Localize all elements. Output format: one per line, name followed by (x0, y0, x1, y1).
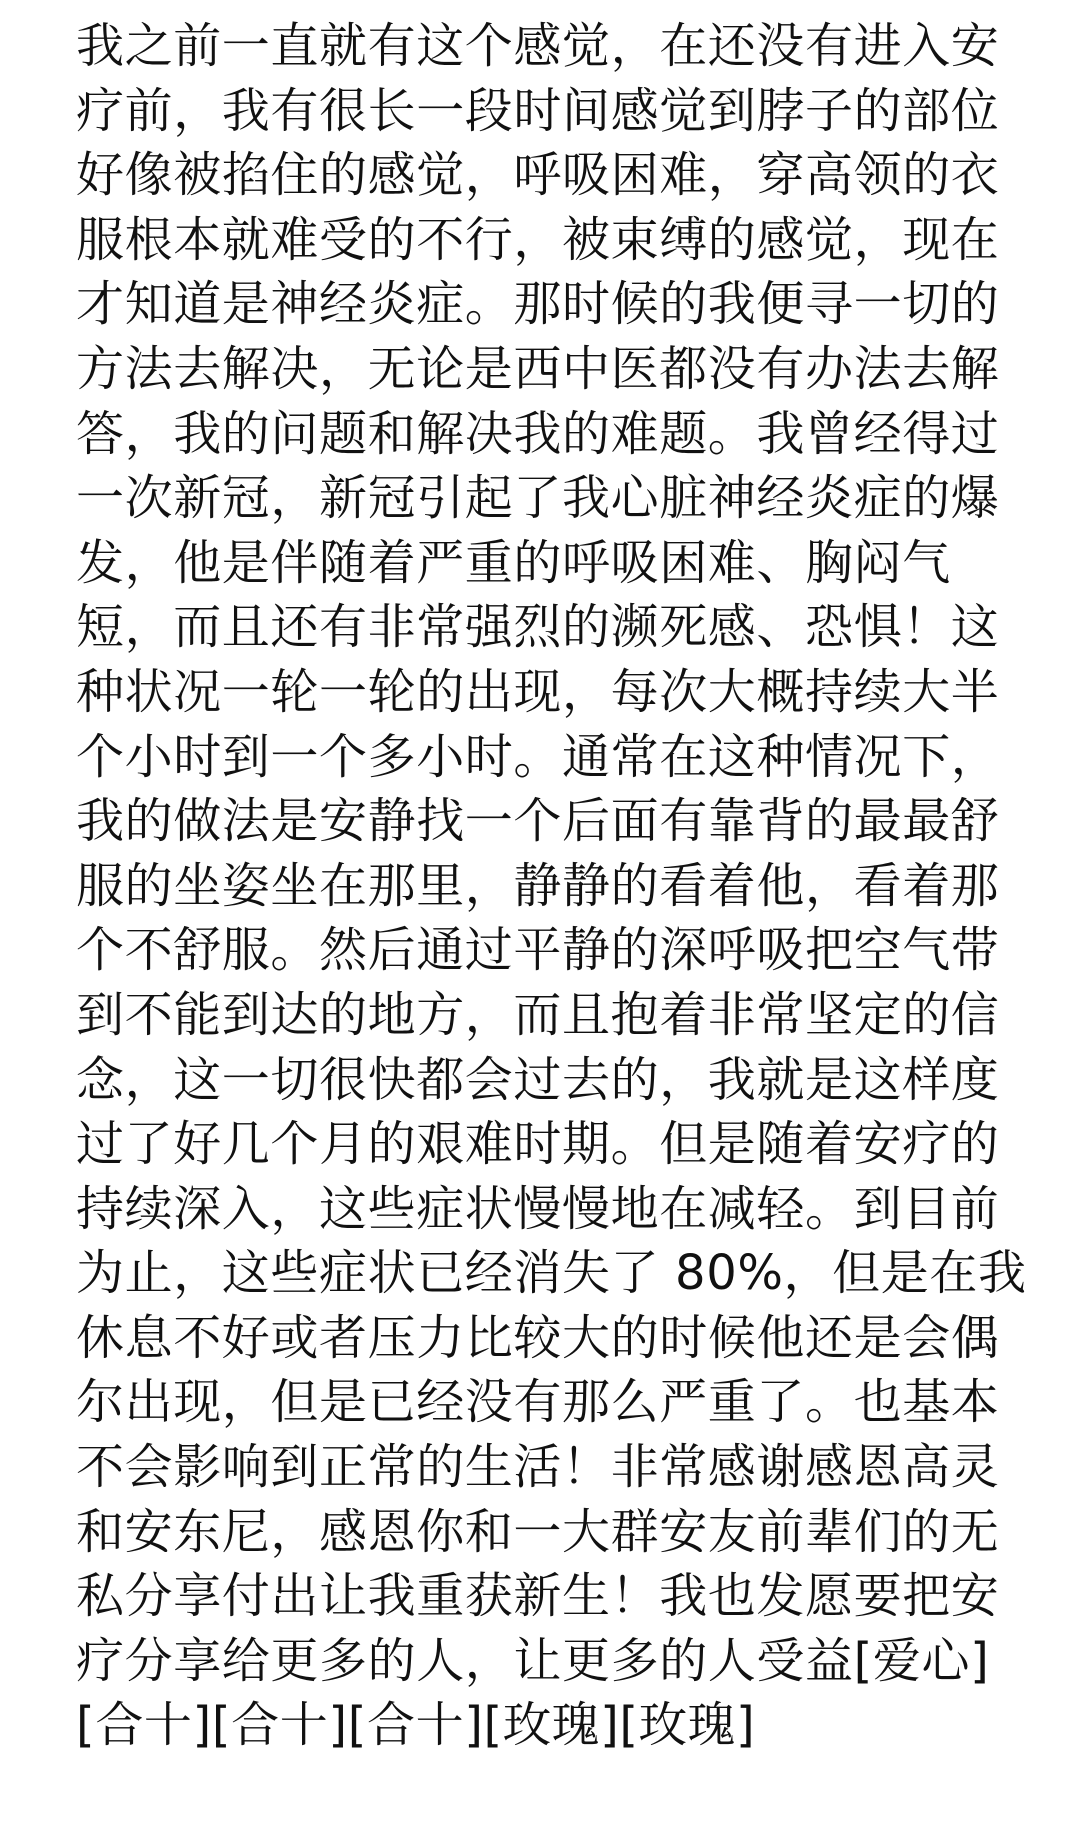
text-line: 到不能到达的地方，而且抱着非常坚定的信 (76, 986, 1000, 1043)
text-line: 我的做法是安静找一个后面有靠背的最最舒 (76, 793, 1000, 850)
text-line: 过了好几个月的艰难时期。但是随着安疗的 (76, 1116, 1000, 1173)
text-line: 我之前一直就有这个感觉，在还没有进入安 (76, 18, 1000, 74)
text-line: 尔出现，但是已经没有那么严重了。也基本 (76, 1374, 1000, 1431)
text-line: 服的坐姿坐在那里，静静的看着他，看着那 (76, 857, 1000, 914)
text-line: 个小时到一个多小时。通常在这种情况下， (76, 728, 1000, 785)
text-line: 短，而且还有非常强烈的濒死感、恐惧！这 (76, 599, 1000, 656)
text-line: 休息不好或者压力比较大的时候他还是会偶 (76, 1309, 1000, 1366)
text-line: 一次新冠，新冠引起了我心脏神经炎症的爆 (76, 470, 1000, 527)
text-line: 不会影响到正常的生活！非常感谢感恩高灵 (76, 1439, 1000, 1496)
text-line: 私分享付出让我重获新生！我也发愿要把安 (76, 1568, 1000, 1625)
post-body-text (76, 14, 1027, 1758)
text-line: 好像被掐住的感觉，呼吸困难，穿高领的衣 (76, 147, 1000, 204)
text-line: 和安东尼，感恩你和一大群安友前辈们的无 (76, 1503, 1000, 1560)
text-line: 才知道是神经炎症。那时候的我便寻一切的 (76, 276, 1000, 333)
text-line: 为止，这些症状已经消失了 80%，但是在我 (76, 1245, 1027, 1302)
text-line: 服根本就难受的不行，被束缚的感觉，现在 (76, 211, 1000, 268)
text-line: 答，我的问题和解决我的难题。我曾经得过 (76, 405, 1000, 462)
text-line: 念，这一切很快都会过去的，我就是这样度 (76, 1051, 1000, 1108)
text-line: 疗前，我有很长一段时间感觉到脖子的部位 (76, 82, 1000, 139)
text-line: 发，他是伴随着严重的呼吸困难、胸闷气 (76, 534, 951, 591)
text-line: 持续深入，这些症状慢慢地在减轻。到目前 (76, 1180, 1000, 1237)
text-line: 疗分享给更多的人，让更多的人受益[爱心] (76, 1632, 990, 1689)
text-line: [合十][合十][合十][玫瑰][玫瑰] (76, 1697, 756, 1754)
text-line: 个不舒服。然后通过平静的深呼吸把空气带 (76, 922, 1000, 979)
text-line: 种状况一轮一轮的出现，每次大概持续大半 (76, 663, 1000, 720)
text-line: 方法去解决，无论是西中医都没有办法去解 (76, 340, 1000, 397)
